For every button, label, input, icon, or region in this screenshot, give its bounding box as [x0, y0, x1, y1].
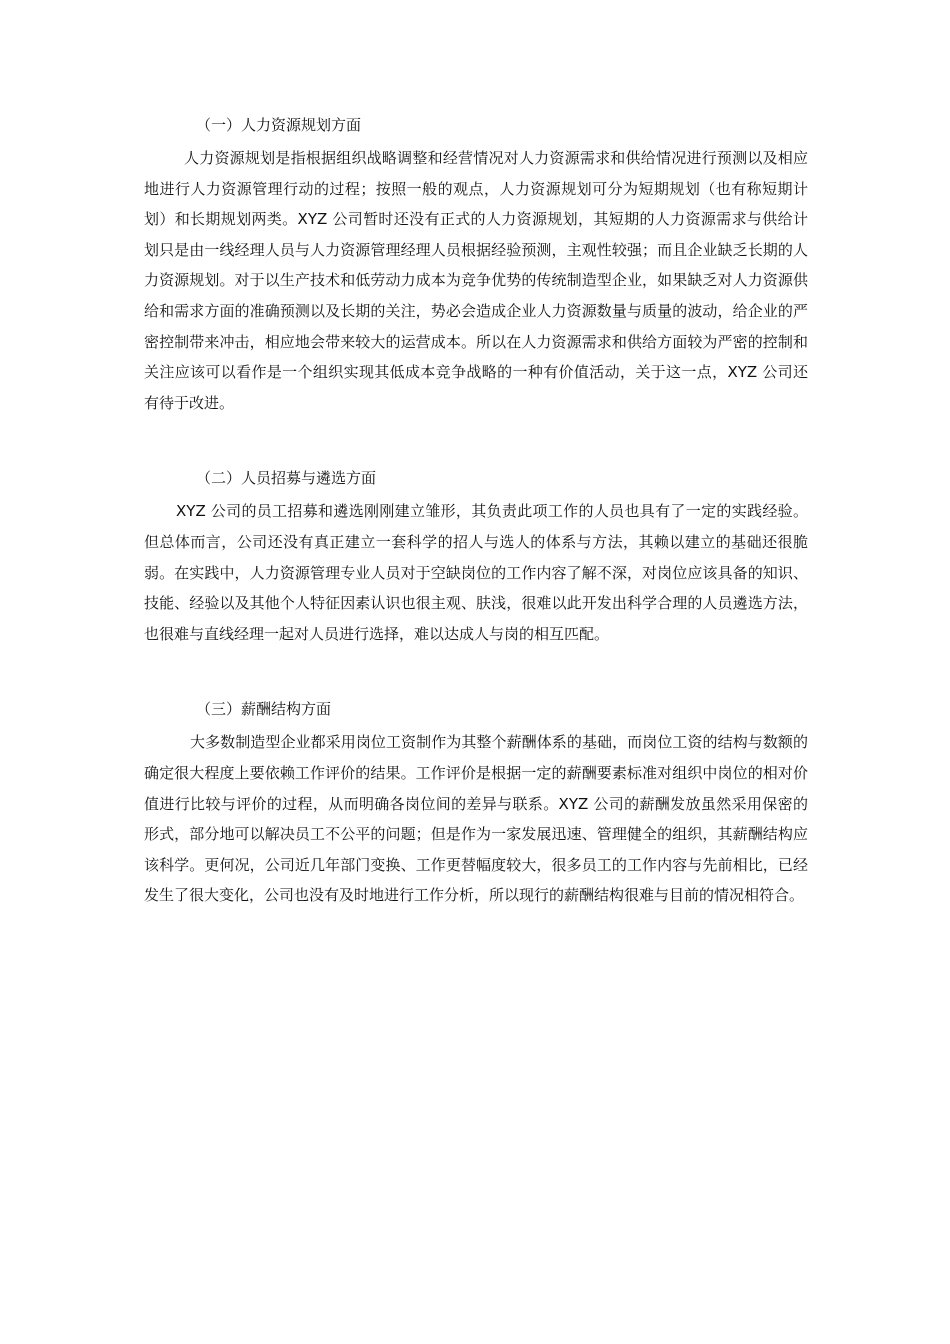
- section-heading-3: （三）薪酬结构方面: [196, 700, 332, 719]
- section-body-2: XYZ 公司的员工招募和遴选刚刚建立雏形，其负责此项工作的人员也具有了一定的实践经验。但总体而言，公司还没有真正建立一套科学的招人与选人的体系与方法，其赖以建立的基础还很脆弱。在实践中，人力资源管理专业人员对于空缺岗位的工作内容了解不深，对岗位应该具备的知识、技能、经验以及其他个人特征因素认识也很主观、肤浅，很难以此开发出科学合理的人员遴选方法，也很难与直线经理一起对人员进行选择，难以达成人与岗的相互匹配。: [144, 502, 808, 643]
- section-heading-2: （二）人员招募与遴选方面: [196, 469, 377, 488]
- section-heading-1: （一）人力资源规划方面: [196, 116, 362, 134]
- section-gap: [144, 649, 808, 694]
- document-page: [144, 110, 808, 911]
- section-gap: [144, 418, 808, 463]
- section-body-3: 大多数制造型企业都采用岗位工资制作为其整个薪酬体系的基础，而岗位工资的结构与数额的确定很大程度上要依赖工作评价的结果。工作评价是根据一定的薪酬要素标准对组织中岗位的相对价值进行比较与评价的过程，从而明确各岗位间的差异与联系。XYZ 公司的薪酬发放虽然采用保密的形式，部分地可以解决员工不公平的问题；但是作为一家发展迅速、管理健全的组织，其薪酬结构应该科学。更何况，公司近几年部门变换、工作更替幅度较大，很多员工的工作内容与先前相比，已经发生了很大变化，公司也没有及时地进行工作分析，所以现行的薪酬结构很难与目前的情况相符合。: [144, 733, 808, 905]
- section-body-1: 人力资源规划是指根据组织战略调整和经营情况对人力资源需求和供给情况进行预测以及相应地进行人力资源管理行动的过程；按照一般的观点，人力资源规划可分为短期规划（也有称短期计划）和长期规划两类。XYZ 公司暂时还没有正式的人力资源规划，其短期的人力资源需求与供给计划只是由一线经理人员与人力资源管理经理人员根据经验预测，主观性较强；而且企业缺乏长期的人力资源规划。对于以生产技术和低劳动力成本为竞争优势的传统制造型企业，如果缺乏对人力资源供给和需求方面的准确预测以及长期的关注，势必会造成企业人力资源数量与质量的波动，给企业的严密控制带来冲击，相应地会带来较大的运营成本。所以在人力资源需求和供给方面较为严密的控制和关注应该可以看作是一个组织实现其低成本竞争战略的一种有价值活动，关于这一点，XYZ 公司还有待于改进。: [144, 149, 808, 412]
